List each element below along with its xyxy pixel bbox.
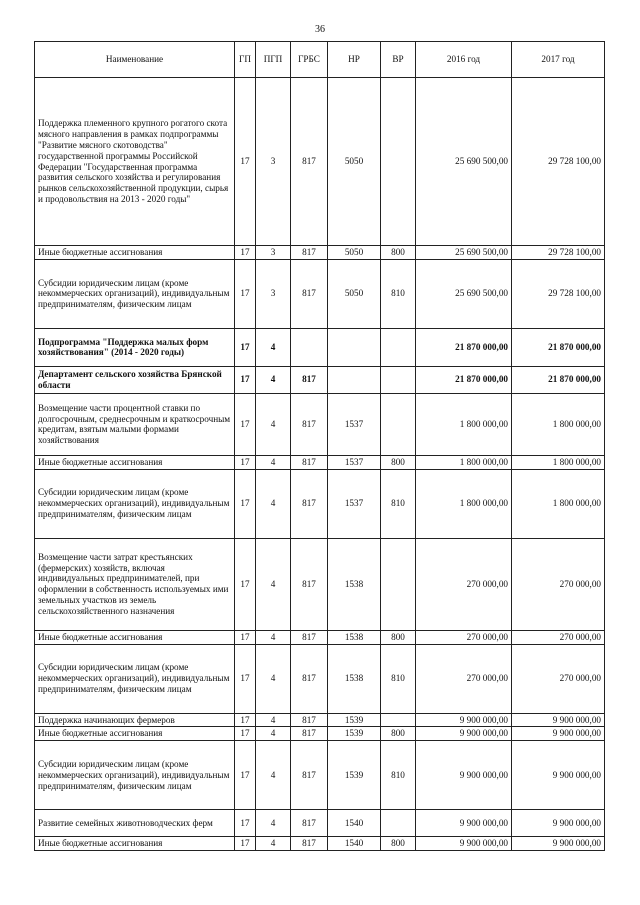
header-vr: ВР	[381, 42, 416, 78]
row-grbs: 817	[291, 469, 328, 538]
row-amount-2017: 29 728 100,00	[512, 78, 605, 246]
row-vr	[381, 328, 416, 366]
row-pgp: 3	[256, 78, 291, 246]
table-row	[35, 469, 605, 538]
row-nr: 1539	[328, 741, 381, 810]
row-pgp: 3	[256, 246, 291, 260]
row-nr: 1537	[328, 393, 381, 455]
row-nr: 1537	[328, 469, 381, 538]
row-gp: 17	[235, 393, 256, 455]
budget-table	[34, 41, 605, 851]
row-amount-2016: 25 690 500,00	[416, 246, 512, 260]
header-2016: 2016 год	[416, 42, 512, 78]
table-row	[35, 538, 605, 630]
row-gp: 17	[235, 538, 256, 630]
table-row	[35, 713, 605, 727]
row-vr: 800	[381, 837, 416, 851]
header-nr: НР	[328, 42, 381, 78]
row-vr: 800	[381, 630, 416, 644]
row-pgp: 4	[256, 538, 291, 630]
row-gp: 17	[235, 328, 256, 366]
row-grbs: 817	[291, 259, 328, 328]
row-amount-2016: 25 690 500,00	[416, 78, 512, 246]
row-name: Субсидии юридическим лицам (кроме некоммерческих организаций), индивидуальным предпринимателям, физическим лицам	[35, 644, 235, 713]
row-nr: 1539	[328, 727, 381, 741]
row-grbs: 817	[291, 78, 328, 246]
row-amount-2016: 9 900 000,00	[416, 713, 512, 727]
row-amount-2016: 21 870 000,00	[416, 366, 512, 393]
row-pgp: 4	[256, 455, 291, 469]
row-grbs: 817	[291, 538, 328, 630]
row-name: Поддержка племенного крупного рогатого скота мясного направления в рамках подпрограммы "Развитие мясного скотоводства" государственной программы Российской Федерации "Государственная программа развития сельского хозяйства и регулирования рынков сельскохозяйственной продукции, сырья и продовольствия на 2013 - 2020 годы"	[35, 78, 235, 246]
row-nr: 5050	[328, 246, 381, 260]
row-amount-2016: 9 900 000,00	[416, 810, 512, 837]
table-row	[35, 328, 605, 366]
row-nr: 1538	[328, 538, 381, 630]
row-pgp: 3	[256, 259, 291, 328]
row-pgp: 4	[256, 741, 291, 810]
row-gp: 17	[235, 78, 256, 246]
row-vr	[381, 78, 416, 246]
row-vr	[381, 393, 416, 455]
row-vr	[381, 810, 416, 837]
row-nr: 5050	[328, 78, 381, 246]
row-amount-2017: 9 900 000,00	[512, 713, 605, 727]
row-grbs: 817	[291, 630, 328, 644]
row-name: Поддержка начинающих фермеров	[35, 713, 235, 727]
table-row	[35, 810, 605, 837]
row-amount-2017: 1 800 000,00	[512, 455, 605, 469]
row-grbs: 817	[291, 393, 328, 455]
row-gp: 17	[235, 366, 256, 393]
row-name: Возмещение части затрат крестьянских (фермерских) хозяйств, включая индивидуальных предпринимателей, при оформлении в собственность используемых ими земельных участков из земель сельскохозяйственного назначения	[35, 538, 235, 630]
row-pgp: 4	[256, 644, 291, 713]
row-pgp: 4	[256, 393, 291, 455]
row-amount-2016: 1 800 000,00	[416, 393, 512, 455]
row-amount-2017: 29 728 100,00	[512, 246, 605, 260]
table-row	[35, 727, 605, 741]
row-amount-2017: 1 800 000,00	[512, 469, 605, 538]
row-nr: 5050	[328, 259, 381, 328]
row-pgp: 4	[256, 837, 291, 851]
row-gp: 17	[235, 246, 256, 260]
row-name: Возмещение части процентной ставки по долгосрочным, среднесрочным и краткосрочным кредитам, взятым малыми формами хозяйствования	[35, 393, 235, 455]
row-grbs: 817	[291, 644, 328, 713]
row-amount-2016: 9 900 000,00	[416, 727, 512, 741]
row-grbs: 817	[291, 713, 328, 727]
row-amount-2016: 1 800 000,00	[416, 469, 512, 538]
row-vr: 800	[381, 455, 416, 469]
row-vr	[381, 713, 416, 727]
row-grbs: 817	[291, 810, 328, 837]
row-amount-2017: 29 728 100,00	[512, 259, 605, 328]
row-nr	[328, 366, 381, 393]
row-amount-2016: 9 900 000,00	[416, 837, 512, 851]
row-amount-2017: 21 870 000,00	[512, 328, 605, 366]
row-gp: 17	[235, 259, 256, 328]
row-gp: 17	[235, 644, 256, 713]
row-amount-2017: 270 000,00	[512, 538, 605, 630]
table-row	[35, 259, 605, 328]
row-name: Иные бюджетные ассигнования	[35, 630, 235, 644]
row-vr: 810	[381, 741, 416, 810]
row-amount-2016: 270 000,00	[416, 644, 512, 713]
row-amount-2016: 9 900 000,00	[416, 741, 512, 810]
row-amount-2017: 9 900 000,00	[512, 727, 605, 741]
row-name: Департамент сельского хозяйства Брянской области	[35, 366, 235, 393]
header-gp: ГП	[235, 42, 256, 78]
table-row	[35, 741, 605, 810]
table-body	[35, 78, 605, 851]
row-vr	[381, 366, 416, 393]
row-pgp: 4	[256, 713, 291, 727]
row-gp: 17	[235, 713, 256, 727]
header-grbs: ГРБС	[291, 42, 328, 78]
row-nr: 1538	[328, 644, 381, 713]
page-number: 36	[315, 24, 325, 35]
row-gp: 17	[235, 741, 256, 810]
row-name: Подпрограмма "Поддержка малых форм хозяйствования" (2014 - 2020 годы)	[35, 328, 235, 366]
row-nr: 1540	[328, 837, 381, 851]
table-row	[35, 644, 605, 713]
row-grbs: 817	[291, 455, 328, 469]
row-pgp: 4	[256, 469, 291, 538]
row-vr: 800	[381, 246, 416, 260]
row-amount-2016: 21 870 000,00	[416, 328, 512, 366]
row-gp: 17	[235, 469, 256, 538]
row-amount-2016: 25 690 500,00	[416, 259, 512, 328]
row-gp: 17	[235, 837, 256, 851]
row-vr: 810	[381, 259, 416, 328]
row-name: Субсидии юридическим лицам (кроме некоммерческих организаций), индивидуальным предпринимателям, физическим лицам	[35, 741, 235, 810]
row-pgp: 4	[256, 328, 291, 366]
table-row	[35, 393, 605, 455]
row-gp: 17	[235, 810, 256, 837]
row-grbs: 817	[291, 246, 328, 260]
row-nr	[328, 328, 381, 366]
table-row	[35, 455, 605, 469]
row-name: Иные бюджетные ассигнования	[35, 727, 235, 741]
row-name: Субсидии юридическим лицам (кроме некоммерческих организаций), индивидуальным предпринимателям, физическим лицам	[35, 259, 235, 328]
row-vr	[381, 538, 416, 630]
row-grbs: 817	[291, 366, 328, 393]
row-pgp: 4	[256, 727, 291, 741]
row-amount-2017: 21 870 000,00	[512, 366, 605, 393]
row-name: Иные бюджетные ассигнования	[35, 837, 235, 851]
row-nr: 1540	[328, 810, 381, 837]
row-gp: 17	[235, 727, 256, 741]
row-amount-2017: 9 900 000,00	[512, 741, 605, 810]
row-nr: 1537	[328, 455, 381, 469]
row-pgp: 4	[256, 810, 291, 837]
row-amount-2017: 1 800 000,00	[512, 393, 605, 455]
row-gp: 17	[235, 630, 256, 644]
row-grbs	[291, 328, 328, 366]
row-name: Субсидии юридическим лицам (кроме некоммерческих организаций), индивидуальным предпринимателям, физическим лицам	[35, 469, 235, 538]
table-header-row	[35, 42, 605, 78]
row-amount-2017: 9 900 000,00	[512, 837, 605, 851]
row-vr: 800	[381, 727, 416, 741]
row-amount-2016: 270 000,00	[416, 538, 512, 630]
row-amount-2017: 270 000,00	[512, 630, 605, 644]
table-row	[35, 630, 605, 644]
row-vr: 810	[381, 644, 416, 713]
row-nr: 1538	[328, 630, 381, 644]
row-pgp: 4	[256, 366, 291, 393]
row-name: Иные бюджетные ассигнования	[35, 246, 235, 260]
row-amount-2016: 270 000,00	[416, 630, 512, 644]
header-name: Наименование	[35, 42, 235, 78]
row-gp: 17	[235, 455, 256, 469]
header-pgp: ПГП	[256, 42, 291, 78]
row-grbs: 817	[291, 837, 328, 851]
row-pgp: 4	[256, 630, 291, 644]
row-name: Иные бюджетные ассигнования	[35, 455, 235, 469]
row-amount-2016: 1 800 000,00	[416, 455, 512, 469]
row-amount-2017: 270 000,00	[512, 644, 605, 713]
table-row	[35, 246, 605, 260]
row-name: Развитие семейных животноводческих ферм	[35, 810, 235, 837]
row-nr: 1539	[328, 713, 381, 727]
header-2017: 2017 год	[512, 42, 605, 78]
row-amount-2017: 9 900 000,00	[512, 810, 605, 837]
table-row	[35, 837, 605, 851]
row-grbs: 817	[291, 741, 328, 810]
row-vr: 810	[381, 469, 416, 538]
row-grbs: 817	[291, 727, 328, 741]
table-row	[35, 366, 605, 393]
table-row	[35, 78, 605, 246]
